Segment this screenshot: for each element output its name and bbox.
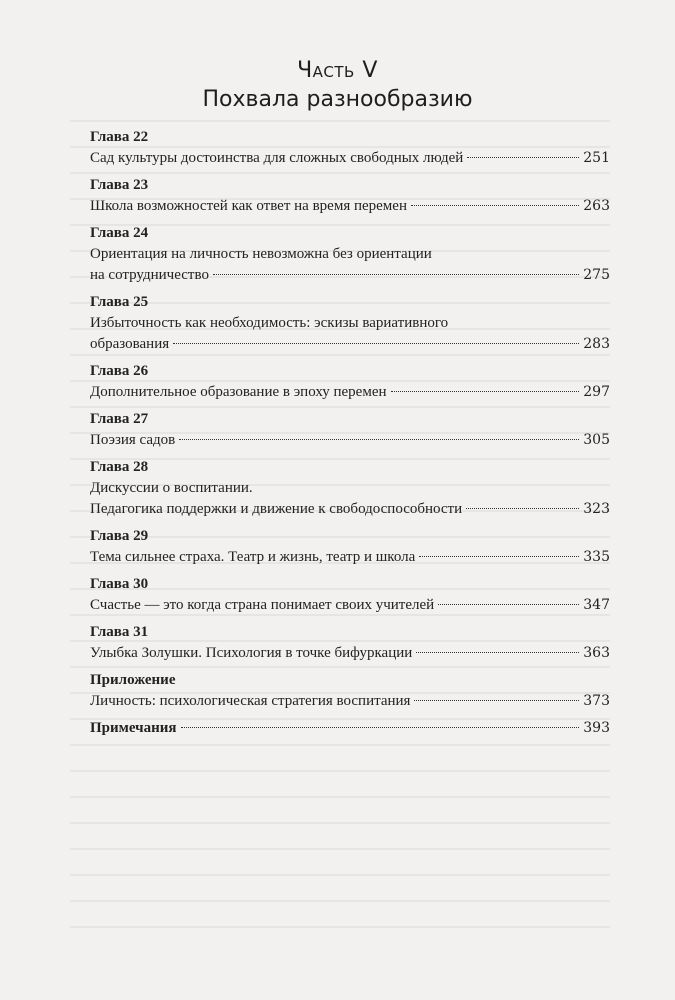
page-number: 323 — [583, 501, 610, 517]
toc-entry-29 — [90, 526, 610, 568]
toc-entry-24 — [90, 223, 610, 286]
chapter-label: Глава 25 — [90, 294, 149, 310]
toc-entry-27 — [90, 409, 610, 451]
page-number: 283 — [583, 336, 610, 352]
page-number: 305 — [583, 432, 610, 448]
part-label: Часть V — [297, 58, 378, 83]
chapter-title: Педагогика поддержки и движение к свободоспособности — [90, 501, 463, 517]
chapter-title: Поэзия садов — [90, 432, 176, 448]
table-of-contents — [90, 127, 610, 745]
chapter-title: Улыбка Золушки. Психология в точке бифуркации — [90, 645, 413, 661]
chapter-label: Приложение — [90, 672, 176, 688]
page-number: 363 — [583, 645, 610, 661]
toc-entry-22 — [90, 127, 610, 169]
chapter-label: Глава 31 — [90, 624, 149, 640]
chapter-title-line: Ориентация на личность невозможна без ориентации — [90, 246, 432, 262]
chapter-title: Тема сильнее страха. Театр и жизнь, театр и школа — [90, 549, 416, 565]
chapter-label: Глава 30 — [90, 576, 149, 592]
dot-leader — [179, 439, 579, 440]
chapter-title: Сад культуры достоинства для сложных свободных людей — [90, 150, 464, 166]
chapter-label: Глава 24 — [90, 225, 149, 241]
page-number: 263 — [583, 198, 610, 214]
chapter-label: Глава 27 — [90, 411, 149, 427]
dot-leader — [467, 157, 579, 158]
page-number: 251 — [583, 150, 610, 166]
toc-entry-26 — [90, 361, 610, 403]
dot-leader — [416, 652, 579, 653]
chapter-title: Счастье — это когда страна понимает своих учителей — [90, 597, 435, 613]
dot-leader — [173, 343, 579, 344]
page-number: 297 — [583, 384, 610, 400]
toc-entry-notes — [90, 718, 610, 739]
chapter-label: Глава 23 — [90, 177, 149, 193]
chapter-title-line: Дискуссии о воспитании. — [90, 480, 253, 496]
dot-leader — [466, 508, 579, 509]
notes-label: Примечания — [90, 720, 177, 736]
toc-entry-appendix — [90, 670, 610, 712]
page-number: 335 — [583, 549, 610, 565]
chapter-title: Личность: психологическая стратегия воспитания — [90, 693, 411, 709]
chapter-label: Глава 22 — [90, 129, 149, 145]
chapter-label: Глава 26 — [90, 363, 149, 379]
chapter-title: на сотрудничество — [90, 267, 209, 283]
dot-leader — [411, 205, 579, 206]
part-title: Похвала разнообразию — [202, 87, 473, 112]
dot-leader — [414, 700, 579, 701]
page-number: 275 — [583, 267, 610, 283]
dot-leader — [391, 391, 580, 392]
page-number: 393 — [583, 720, 610, 736]
dot-leader — [419, 556, 579, 557]
toc-entry-30 — [90, 574, 610, 616]
toc-entry-25 — [90, 292, 610, 355]
dot-leader — [181, 727, 580, 728]
chapter-label: Глава 29 — [90, 528, 149, 544]
chapter-title-line: Избыточность как необходимость: эскизы вариативного — [90, 315, 449, 331]
dot-leader — [438, 604, 579, 605]
chapter-title: Дополнительное образование в эпоху перемен — [90, 384, 387, 400]
page-number: 347 — [583, 597, 610, 613]
chapter-title: образования — [90, 336, 170, 352]
toc-entry-28 — [90, 457, 610, 520]
page-number: 373 — [583, 693, 610, 709]
chapter-title: Школа возможностей как ответ на время перемен — [90, 198, 407, 214]
dot-leader — [213, 274, 579, 275]
toc-entry-23 — [90, 175, 610, 217]
toc-entry-31 — [90, 622, 610, 664]
chapter-label: Глава 28 — [90, 459, 149, 475]
